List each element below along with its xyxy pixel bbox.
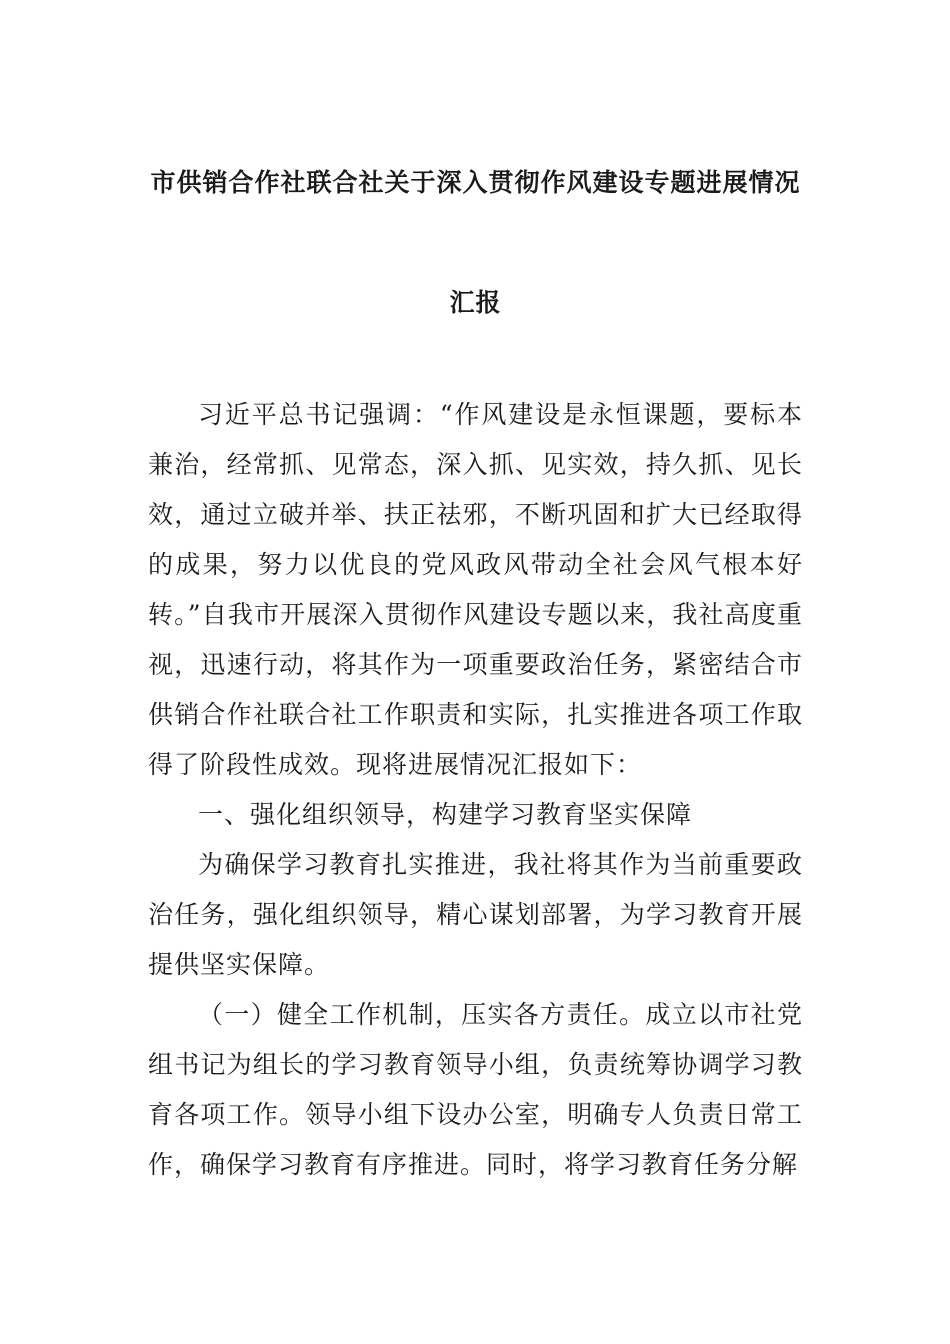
document-title-line-1: 市供销合作社联合社关于深入贯彻作风建设专题进展情况 — [150, 168, 801, 197]
section-heading-1: 一、强化组织领导，构建学习教育坚实保障 — [198, 800, 693, 829]
document-title-line-2: 汇报 — [449, 288, 502, 317]
section-1-paragraph: 为确保学习教育扎实推进，我社将其作为当前重要政治任务，强化组织领导，精心谋划部署，为学习教育开展提供坚实保障。 — [148, 850, 803, 979]
document-body — [148, 390, 803, 1190]
subsection-1-paragraph: （一）健全工作机制，压实各方责任。成立以市社党组书记为组长的学习教育领导小组，负责统筹协调学习教育各项工作。领导小组下设办公室，明确专人负责日常工作，确保学习教育有序推进。同时，将学习教育任务分解 — [148, 1000, 803, 1179]
intro-paragraph: 习近平总书记强调：“作风建设是永恒课题，要标本兼治，经常抓、见常态，深入抓、见实效，持久抓、见长效，通过立破并举、扶正祛邪，不断巩固和扩大已经取得的成果，努力以优良的党风政风带动全社会风气根本好转。”自我市开展深入贯彻作风建设专题以来，我社高度重视，迅速行动，将其作为一项重要政治任务，紧密结合市供销合作社联合社工作职责和实际，扎实推进各项工作取得了阶段性成效。现将进展情况汇报如下： — [148, 400, 803, 779]
